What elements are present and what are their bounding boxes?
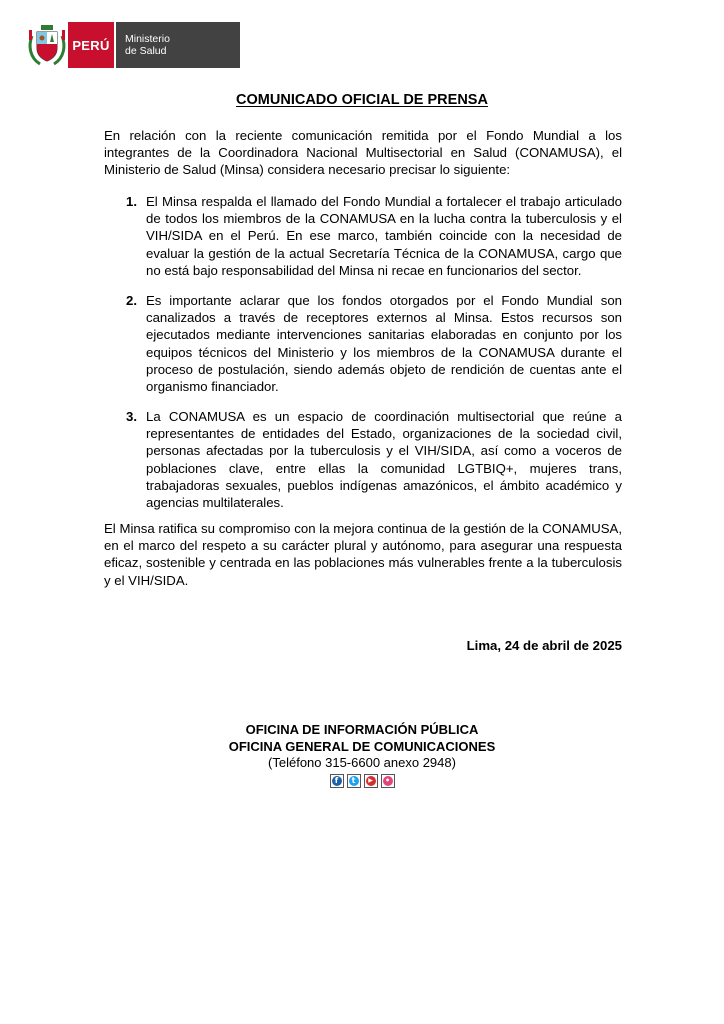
facebook-icon[interactable]: f (330, 774, 344, 788)
ministry-line2: de Salud (125, 45, 167, 57)
youtube-icon[interactable]: ▶ (364, 774, 378, 788)
phone-line: (Teléfono 315-6600 anexo 2948) (268, 755, 456, 770)
date-line: Lima, 24 de abril de 2025 (466, 638, 622, 653)
flickr-icon[interactable]: • (381, 774, 395, 788)
coat-of-arms-icon (26, 22, 68, 68)
list-item-text: El Minsa respalda el llamado del Fondo Mundial a fortalecer el trabajo articulado de todos los miembros de la CONAMUSA en la lucha contra la tuberculosis y el VIH/SIDA en el Perú. En ese marco, también coincide con la necesidad de evaluar la gestión de la actual Secretaría Técnica de la CONAMUSA, cargo que no está bajo responsabilidad del Minsa ni recae en funcionarios del sector. (146, 194, 622, 278)
list-item-text: Es importante aclarar que los fondos otorgados por el Fondo Mundial son canalizados a través de receptores externos al Minsa. Estos recursos son ejecutados mediante intervenciones sanitarias elaboradas en conjunto por los equipos técnicos del Ministerio y los miembros de la CONAMUSA durante el proceso de postulación, siendo además objeto de rendición de cuentas ante el organismo financiador. (146, 293, 622, 395)
list-item-text: La CONAMUSA es un espacio de coordinación multisectorial que reúne a representantes de entidades del Estado, organizaciones de la sociedad civil, personas afectadas por la tuberculosis y el VIH/SIDA, así como a voceros de poblaciones clave, entre ellas la comunidad LGTBIQ+, mujeres trans, trabajadoras sexuales, pueblos indígenas amazónicos, el ámbito académico y agencias multilaterales. (146, 409, 622, 511)
ministry-line1: Ministerio (125, 33, 170, 45)
header-logo (26, 22, 240, 68)
list-item-number: 3. (126, 409, 137, 424)
footer (0, 722, 724, 788)
general-office-name: OFICINA GENERAL DE COMUNICACIONES (228, 738, 496, 754)
list-item-number: 2. (126, 293, 137, 308)
social-links (0, 774, 724, 788)
list-item (126, 408, 622, 511)
page-title: COMUNICADO OFICIAL DE PRENSA (236, 92, 488, 108)
list-item (126, 292, 622, 395)
list-item (126, 193, 622, 279)
intro-paragraph: En relación con la reciente comunicación remitida por el Fondo Mundial a los integrantes de la Coordinadora Nacional Multisectorial en Salud (CONAMUSA), el Ministerio de Salud (Minsa) considera necesario precisar lo siguiente: (104, 128, 622, 178)
office-name: OFICINA DE INFORMACIÓN PÚBLICA (245, 722, 479, 737)
ministry-brand (114, 22, 240, 68)
peru-brand: PERÚ (68, 22, 114, 68)
closing-paragraph: El Minsa ratifica su compromiso con la mejora continua de la gestión de la CONAMUSA, en el marco del respeto a su carácter plural y autónomo, para asegurar una respuesta eficaz, sostenible y centrada en las poblaciones más vulnerables frente a la tuberculosis y el VIH/SIDA. (104, 521, 622, 588)
list-item-number: 1. (126, 194, 137, 209)
twitter-icon[interactable]: t (347, 774, 361, 788)
